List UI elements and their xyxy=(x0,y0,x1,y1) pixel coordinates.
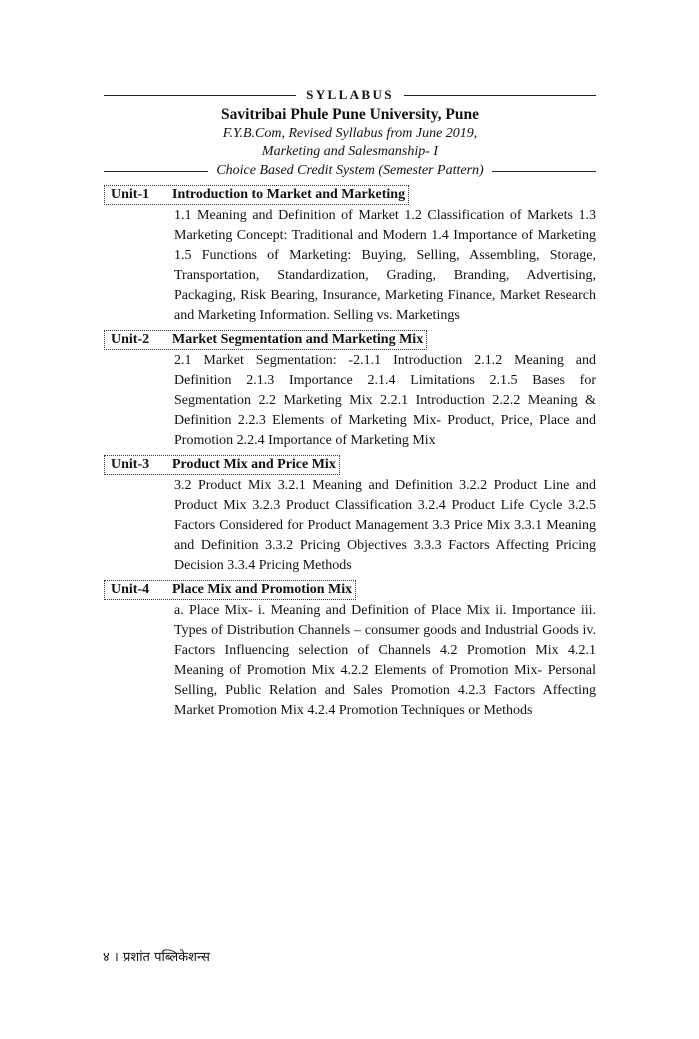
unit-1 xyxy=(104,185,596,326)
subject-line: Marketing and Salesmanship- I xyxy=(261,144,439,159)
syllabus-page xyxy=(104,86,596,721)
system-heading xyxy=(104,161,596,181)
system-rule-right xyxy=(492,171,596,172)
system-rule-left xyxy=(104,171,208,172)
unit-4 xyxy=(104,580,596,721)
syllabus-heading xyxy=(104,86,596,104)
unit-title: Introduction to Market and Marketing xyxy=(172,187,406,202)
heading-rule-left xyxy=(104,95,296,96)
unit-title: Place Mix and Promotion Mix xyxy=(172,582,353,597)
unit-header xyxy=(104,185,409,205)
unit-content: 2.1 Market Segmentation: -2.1.1 Introduction 2.1.2 Meaning and Definition 2.1.3 Importance 2.1.4 Limitations 2.1.5 Bases for Segmentation 2.2 Marketing Mix 2.2.1 Introduction 2.2.2 Meaning & Definition 2.2.3 Elements of Marketing Mix- Product, Price, Place and Promotion 2.2.4 Importance of Marketing Mix xyxy=(174,353,596,448)
unit-number: Unit-4 xyxy=(111,582,150,597)
page-footer: ४ । प्रशांत पब्लिकेशन्स xyxy=(103,950,210,965)
unit-header xyxy=(104,330,427,350)
unit-content: 1.1 Meaning and Definition of Market 1.2 Classification of Markets 1.3 Marketing Concept: Traditional and Modern 1.4 Importance of Marketing 1.5 Functions of Marketing: Buying, Selling, Assembling, Storage, Transportation, Standardization, Grading, Branding, Advertising, Packaging, Risk Bearing, Insurance, Marketing Finance, Market Research and Marketing Information. Selling vs. Marketings xyxy=(174,208,596,323)
unit-header xyxy=(104,580,356,600)
unit-2 xyxy=(104,330,596,451)
heading-rule-right xyxy=(404,95,596,96)
unit-header xyxy=(104,455,340,475)
syllabus-label: SYLLABUS xyxy=(306,87,394,102)
unit-3 xyxy=(104,455,596,576)
system-line: Choice Based Credit System (Semester Pattern) xyxy=(216,163,484,178)
unit-content: a. Place Mix- i. Meaning and Definition of Place Mix ii. Importance iii. Types of Distribution Channels – consumer goods and Industrial Goods iv. Factors Influencing selection of Channels 4.2 Promotion Mix 4.2.1 Meaning of Promotion Mix 4.2.2 Elements of Promotion Mix- Personal Selling, Public Relation and Sales Promotion 4.2.3 Factors Affecting Market Promotion Mix 4.2.4 Promotion Techniques or Methods xyxy=(174,603,596,718)
university-name: Savitribai Phule Pune University, Pune xyxy=(221,106,479,123)
unit-title: Product Mix and Price Mix xyxy=(172,457,336,472)
unit-number: Unit-1 xyxy=(111,187,150,202)
unit-title: Market Segmentation and Marketing Mix xyxy=(172,332,424,347)
unit-number: Unit-3 xyxy=(111,457,150,472)
unit-number: Unit-2 xyxy=(111,332,150,347)
unit-content: 3.2 Product Mix 3.2.1 Meaning and Definition 3.2.2 Product Line and Product Mix 3.2.3 Product Classification 3.2.4 Product Life Cycle 3.2.5 Factors Considered for Product Management 3.3 Price Mix 3.3.1 Meaning and Definition 3.3.2 Pricing Objectives 3.3.3 Factors Affecting Pricing Decision 3.3.4 Pricing Methods xyxy=(174,478,596,573)
course-line: F.Y.B.Com, Revised Syllabus from June 2019, xyxy=(222,126,478,141)
